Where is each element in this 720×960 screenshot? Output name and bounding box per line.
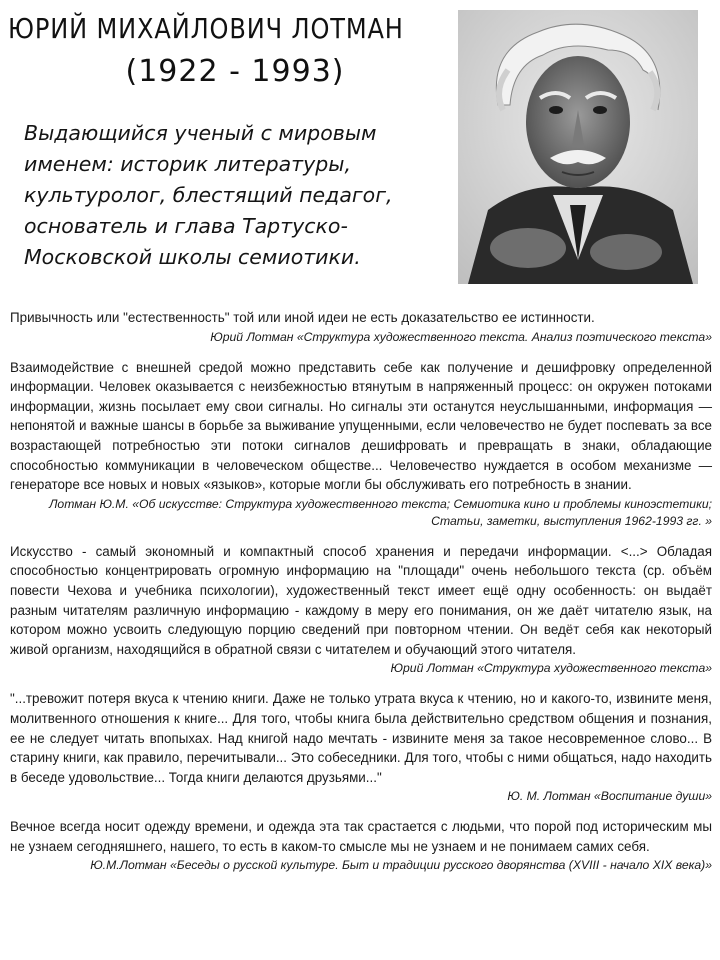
quote-block bbox=[10, 542, 712, 678]
quote-block bbox=[10, 817, 712, 874]
quote-block bbox=[10, 358, 712, 530]
quote-text: Взаимодействие с внешней средой можно представить себе как получение и дешифровку определенной информации. Человек оказывается с неизбежностью втянутым в напряженный процесс: он окружен потоками информации, жизнь посылает ему свои сигналы. Но сигналы эти останутся неуслышанными, информация — непонятой и важные шансы в борьбе за выживание упущенными, если человечество не будет поспевать за все возрастающей потребностью эти потоки сигналов дешифровать и превращать в знаки, обладающие способностью коммуникации в человеческом обществе... Человечество нуждается в особом механизме — генераторе все новых и новых «языков», которые могли бы обслуживать его потребность в знании. bbox=[10, 359, 712, 493]
quote-source: Юрий Лотман «Структура художественного текста. Анализ поэтического текста» bbox=[210, 329, 712, 344]
quote-text: Искусство - самый экономный и компактный способ хранения и передачи информации. <...> Обладая способностью концентрировать огромную информацию на "площади" очень небольшого текста (ср. объём повести Чехова и учебника психологии), художественный текст имеет ещё одну особенность: он выдаёт разным читателям различную информацию - каждому в меру его понимания, он же даёт читателю язык, на котором можно усвоить следующую порцию сведений при повторном чтении. Он ведёт себя как некоторый живой организм, находящийся в обратной связи с читателем и обучающий этого читателя. bbox=[10, 543, 712, 657]
quote-text: Привычность или "естественность" той или иной идеи не есть доказательство ее истинности. bbox=[10, 310, 595, 325]
quote-block bbox=[10, 308, 712, 346]
page-title: ЮРИЙ МИХАЙЛОВИЧ ЛОТМАН bbox=[8, 12, 404, 45]
quote-text: Вечное всегда носит одежду времени, и одежда эта так срастается с людьми, что порой под историческим мы не узнаем сегодняшнего, нашего, то есть в каком-то смысле мы не узнаем и не понимаем самих себя. bbox=[10, 819, 712, 854]
quote-source: Ю. М. Лотман «Воспитание души» bbox=[507, 789, 712, 804]
lead-text: Выдающийся ученый с мировым именем: историк литературы, культуролог, блестящий педагог, основатель и глава Тартуско-Московской школы семиотики. bbox=[24, 121, 393, 269]
quote-source: Ю.М.Лотман «Беседы о русской культуре. Быт и традиции русского дворянства (XVIII - начало XIX века)» bbox=[90, 858, 712, 873]
quote-source: Лотман Ю.М. «Об искусстве: Структура художественного текста; Семиотика кино и проблемы киноэстетики; Статьи, заметки, выступления 1962-1993 гг. » bbox=[49, 496, 712, 528]
quote-block bbox=[10, 689, 712, 805]
quote-source: Юрий Лотман «Структура художественного текста» bbox=[390, 661, 712, 676]
life-years: (1922 - 1993) bbox=[125, 54, 345, 89]
header bbox=[0, 0, 720, 290]
portrait-photo bbox=[458, 10, 698, 284]
portrait-illustration bbox=[458, 10, 698, 284]
quote-text: "...тревожит потеря вкуса к чтению книги. Даже не только утрата вкуса к чтению, но и какого-то, извините меня, молитвенного отношения к книге... Для того, чтобы книга была действительно средством общения и познания, ее не следует читать впопыхах. Над книгой надо мечтать - извините меня за такое несовременное слово... В старину книги, как правило, перечитывали... Это собеседники. Для того, чтобы с ними общаться, надо находить в беседе удовольствие... Тогда книги делаются друзьями..." bbox=[10, 691, 712, 785]
quotes-list bbox=[10, 308, 712, 886]
